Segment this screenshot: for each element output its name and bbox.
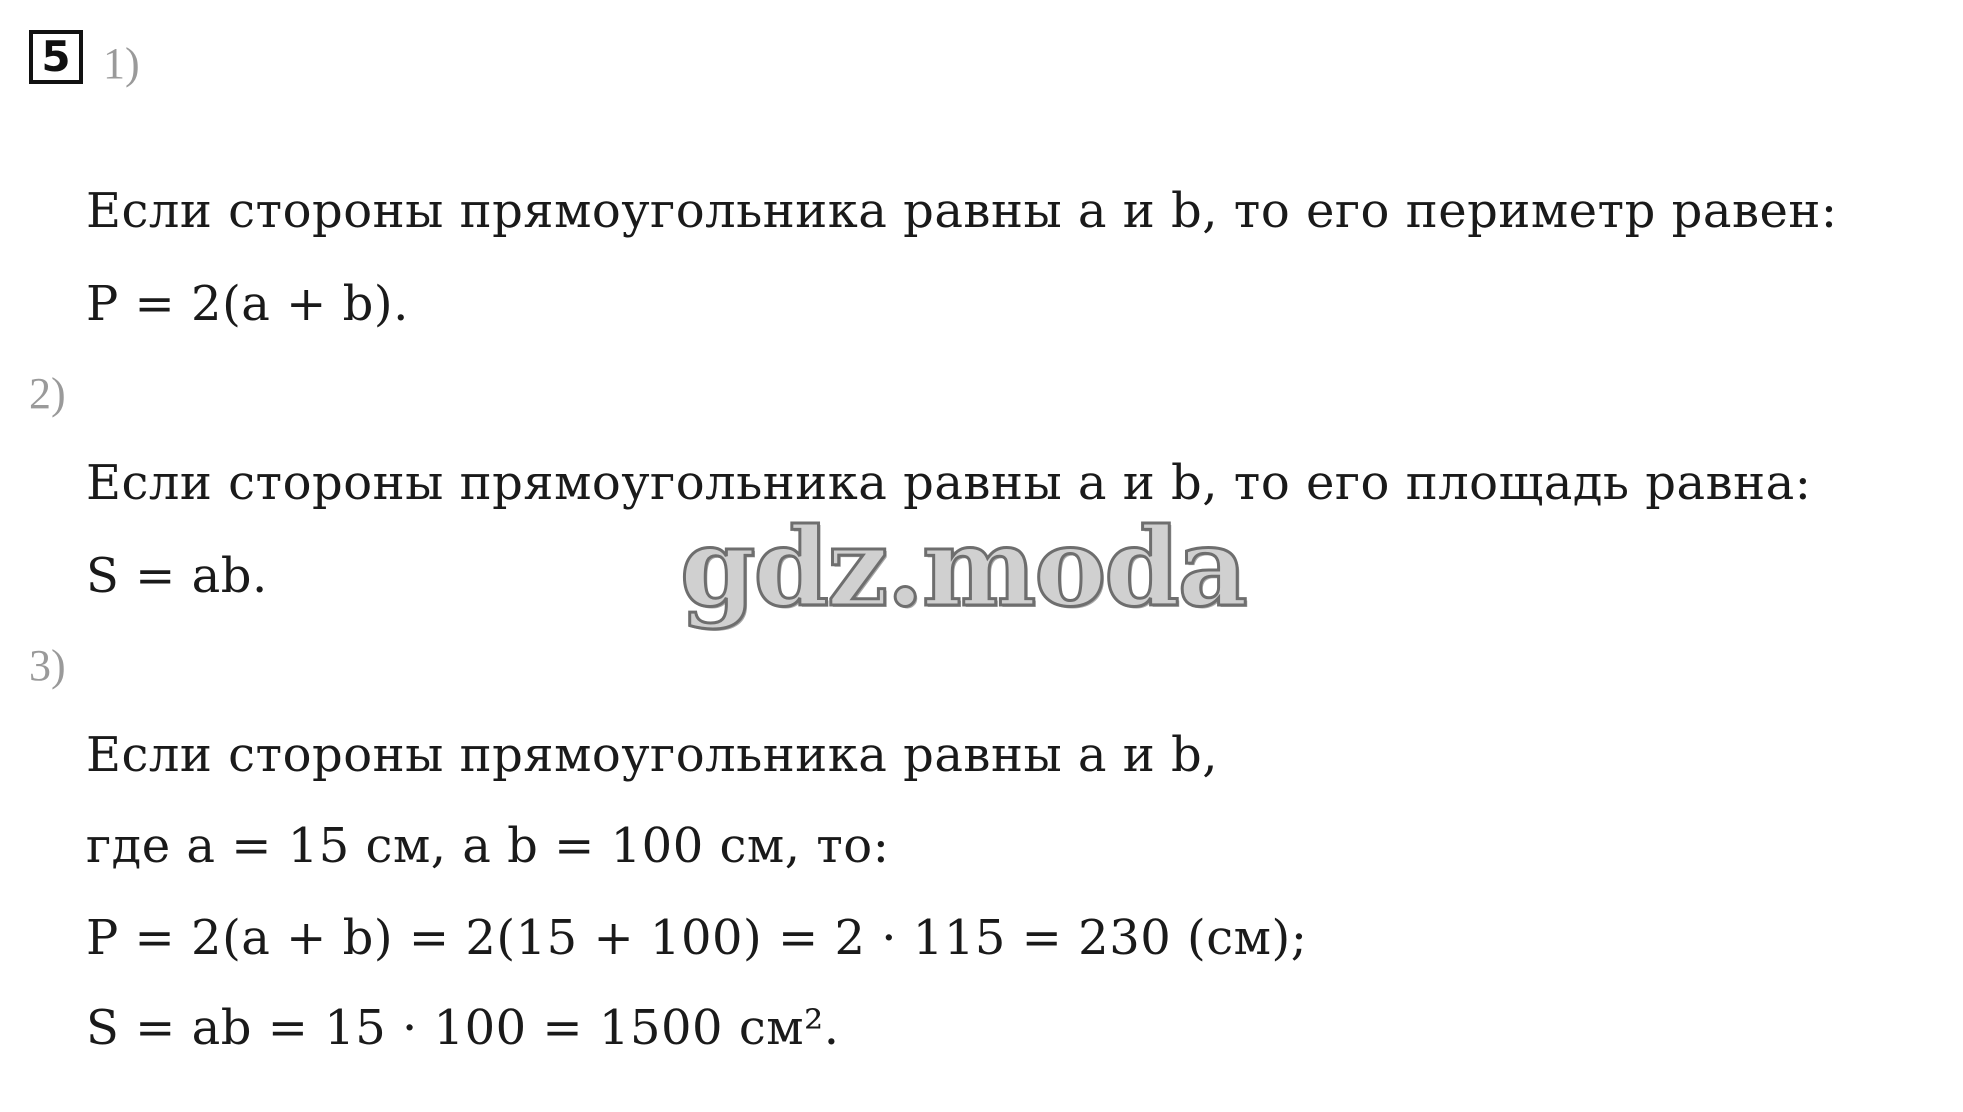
calc-perimeter: P = 2(a + b) = 2(15 + 100) = 2 · 115 = 230 (см); — [86, 910, 1308, 966]
task-number-box: 5 — [29, 30, 83, 84]
item-number-1: 1) — [103, 39, 140, 88]
formula-perimeter: P = 2(a + b). — [86, 276, 409, 332]
item-number-2: 2) — [29, 369, 66, 418]
text-line-values: где a = 15 см, а b = 100 см, то: — [86, 818, 890, 874]
text-line-area-intro: Если стороны прямоугольника равны a и b, то его площадь равна: — [86, 455, 1812, 511]
item-number-3: 3) — [29, 641, 66, 690]
formula-area: S = ab. — [86, 548, 268, 604]
text-line-sides: Если стороны прямоугольника равны a и b, — [86, 727, 1219, 783]
calc-area: S = ab = 15 · 100 = 1500 см². — [86, 1000, 840, 1056]
watermark-logo: gdz.moda — [680, 505, 1246, 631]
text-line-perimeter-intro: Если стороны прямоугольника равны a и b, то его периметр равен: — [86, 183, 1838, 239]
